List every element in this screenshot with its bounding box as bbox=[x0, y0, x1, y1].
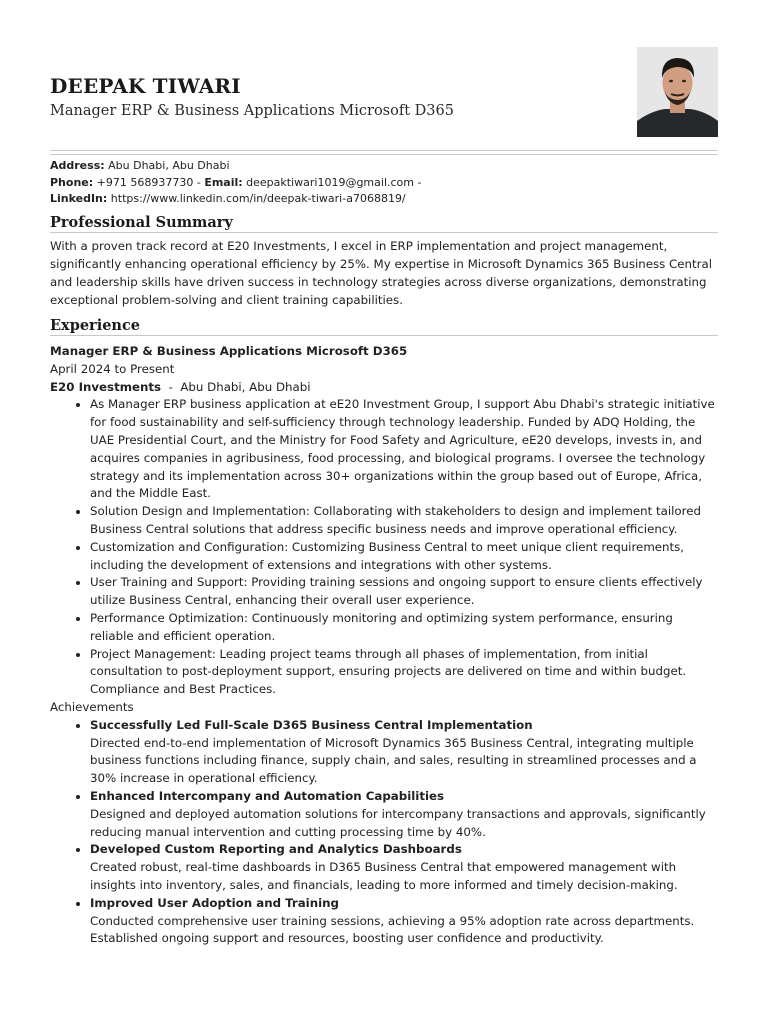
experience-section-title: Experience bbox=[50, 317, 718, 336]
achievement-text: Conducted comprehensive user training sessions, achieving a 95% adoption rate across departments. Established ongoing support and resources, boosting user confidence and productivity. bbox=[90, 913, 695, 946]
experience-entry bbox=[50, 343, 718, 948]
contact-info bbox=[50, 158, 421, 208]
responsibility-continuation: Compliance and Best Practices. bbox=[90, 682, 277, 697]
achievements-label: Achievements bbox=[50, 699, 134, 714]
job-title: Manager ERP & Business Applications Microsoft D365 bbox=[50, 344, 408, 358]
achievement-item bbox=[90, 841, 718, 894]
contact-separator: - bbox=[193, 175, 205, 189]
responsibility-item: • User Training and Support: Providing training sessions and ongoing support to ensure clients effectively utilize Business Central, enhancing their overall user experience. bbox=[90, 574, 718, 610]
summary-text: With a proven track record at E20 Investments, I excel in ERP implementation and project management, significantly enhancing operational efficiency by 25%. My expertise in Microsoft Dynamics 365 Business Central and leadership skills have driven success in technology strategies across diverse organizations, demonstrating exceptional problem-solving and client training capabilities. bbox=[50, 239, 712, 307]
responsibility-item: • Solution Design and Implementation: Collaborating with stakeholders to design and implement tailored Business Central solutions that address specific business needs and improve operational efficiency. bbox=[90, 503, 718, 539]
achievement-text: Designed and deployed automation solutions for intercompany transactions and approvals, significantly reducing manual intervention and cutting processing time by 40%. bbox=[90, 806, 706, 839]
achievement-title: • Improved User Adoption and Training bbox=[90, 895, 340, 910]
header-divider bbox=[50, 150, 718, 155]
email-value[interactable]: deepaktiwari1019@gmail.com bbox=[246, 175, 414, 189]
address-label: Address: bbox=[50, 159, 105, 172]
job-dates: April 2024 to Present bbox=[50, 361, 175, 376]
candidate-headline: Manager ERP & Business Applications Microsoft D365 bbox=[50, 103, 454, 119]
company-name: E20 Investments bbox=[50, 379, 162, 394]
responsibility-item: • As Manager ERP business application at eE20 Investment Group, I support Abu Dhabi's strategic initiative for food sustainability and self-sufficiency through technology leadership. Funded by ADQ Holding, the UAE Presidential Court, and the Ministry for Food Safety and Agriculture, eE20 develops, invests in, and acquires companies in agribusiness, food processing, and biological programs. I oversee the technology strategy and its implementation across 30+ organizations within the group based out of Europe, Africa, and the Middle East. bbox=[90, 396, 718, 503]
contact-address-line bbox=[50, 158, 421, 175]
achievement-list bbox=[50, 717, 718, 948]
email-label: Email: bbox=[204, 175, 243, 189]
responsibility-item: • Project Management: Leading project teams through all phases of implementation, from initial consultation to post-deployment support, ensuring projects are delivered on time and within budget. bbox=[90, 646, 718, 682]
phone-label: Phone: bbox=[50, 175, 94, 189]
achievement-title: • Enhanced Intercompany and Automation Capabilities bbox=[90, 788, 445, 803]
company-location: Abu Dhabi, Abu Dhabi bbox=[180, 379, 311, 394]
contact-phone-email-line bbox=[50, 175, 421, 192]
company-separator: - bbox=[161, 379, 181, 394]
address-value: Abu Dhabi, Abu Dhabi bbox=[108, 159, 230, 172]
linkedin-label: LinkedIn: bbox=[50, 192, 108, 205]
achievement-title: • Successfully Led Full-Scale D365 Business Central Implementation bbox=[90, 717, 533, 732]
contact-linkedin-line bbox=[50, 191, 421, 208]
profile-photo bbox=[637, 47, 718, 137]
achievement-item bbox=[90, 717, 718, 788]
summary-section-title: Professional Summary bbox=[50, 214, 718, 233]
candidate-name: DEEPAK TIWARI bbox=[50, 74, 241, 98]
contact-separator-2: - bbox=[414, 175, 422, 189]
responsibility-item: • Customization and Configuration: Customizing Business Central to meet unique client requirements, including the development of extensions and integrations with other systems. bbox=[90, 539, 718, 575]
phone-value: +971 568937730 bbox=[96, 175, 194, 189]
achievement-text: Directed end-to-end implementation of Microsoft Dynamics 365 Business Central, integrating multiple business functions including finance, supply chain, and sales, resulting in streamlined processes and a 30% increase in operational efficiency. bbox=[90, 735, 697, 786]
linkedin-url[interactable]: https://www.linkedin.com/in/deepak-tiwari-a7068819/ bbox=[110, 192, 406, 205]
responsibility-item: • Performance Optimization: Continuously monitoring and optimizing system performance, ensuring reliable and efficient operation. bbox=[90, 610, 718, 646]
achievement-item bbox=[90, 788, 718, 841]
responsibility-list bbox=[50, 396, 718, 681]
profile-photo-image bbox=[637, 47, 718, 137]
achievement-item bbox=[90, 895, 718, 948]
achievement-title: • Developed Custom Reporting and Analytics Dashboards bbox=[90, 842, 462, 857]
achievement-text: Created robust, real-time dashboards in D365 Business Central that empowered management with insights into inventory, sales, and financials, leading to more informed and timely decision-making. bbox=[90, 860, 678, 892]
job-company-line bbox=[50, 379, 718, 397]
